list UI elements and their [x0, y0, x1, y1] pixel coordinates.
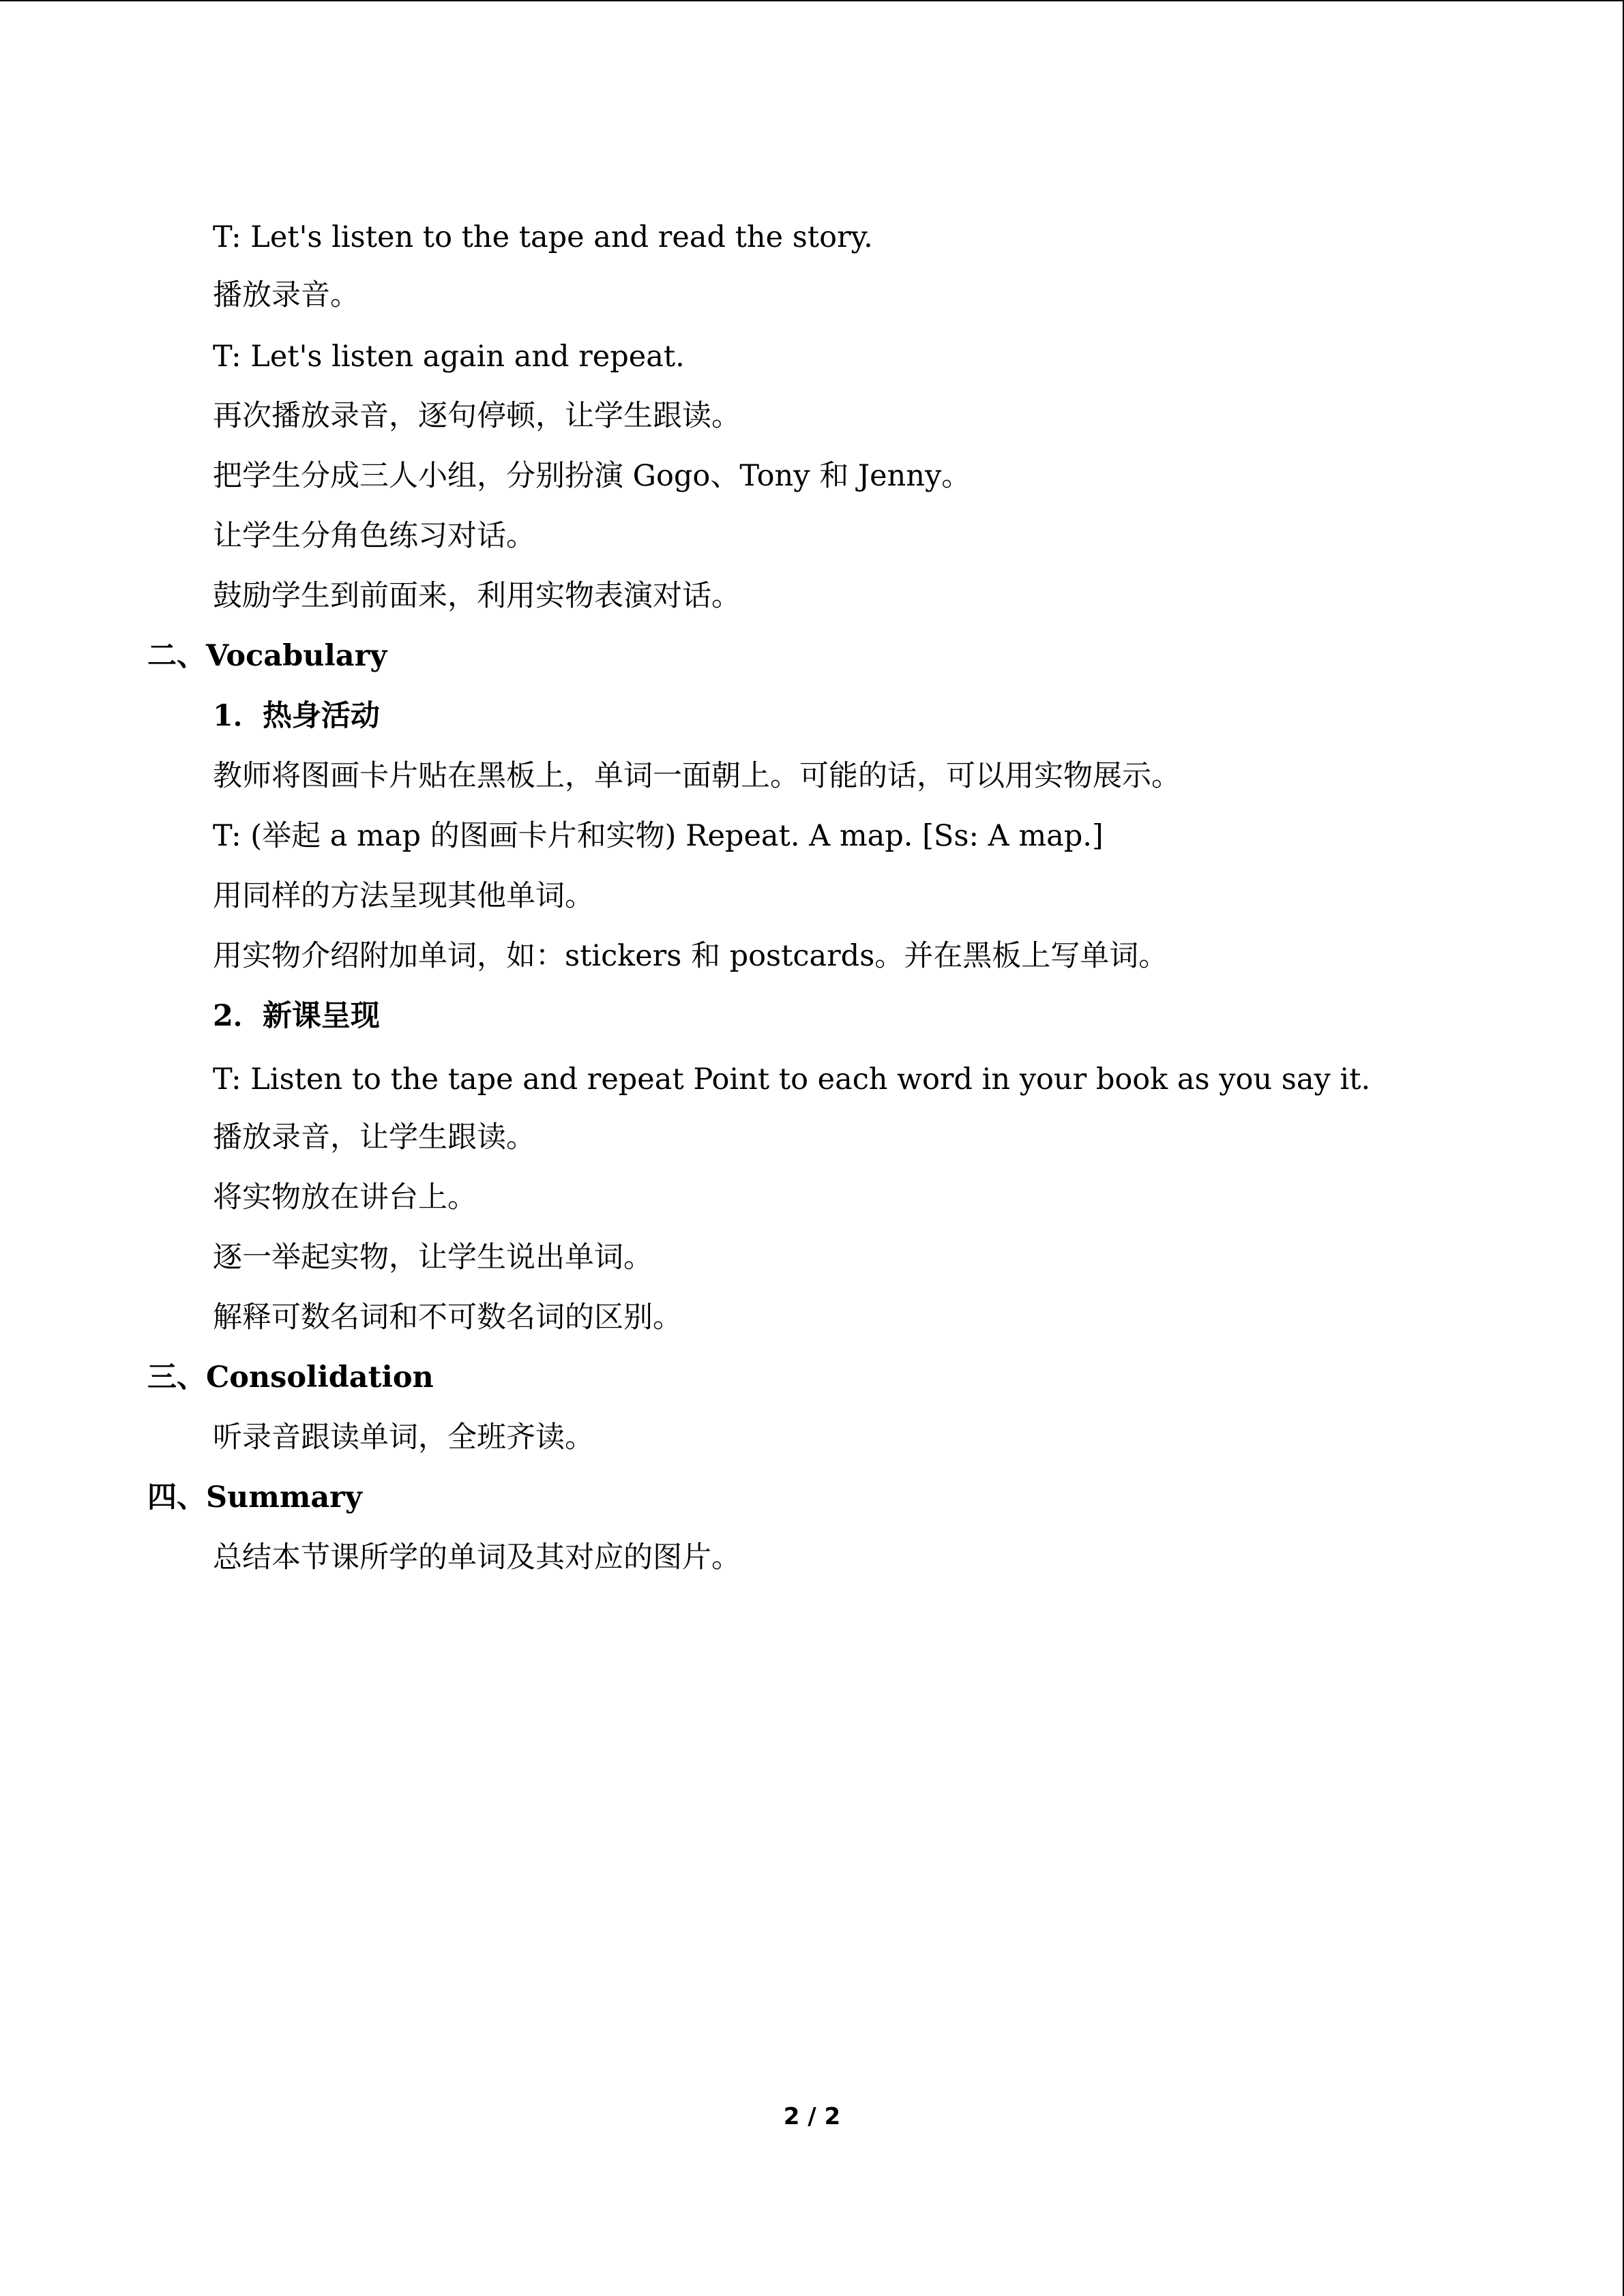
text-line: T: Let's listen to the tape and read the story. [213, 220, 873, 254]
page-top-border [0, 0, 1623, 1]
text-line: 鼓励学生到前面来，利用实物表演对话。 [213, 579, 741, 613]
text-line: 教师将图画卡片贴在黑板上，单词一面朝上。可能的话，可以用实物展示。 [213, 759, 1181, 793]
text-line: T: Listen to the tape and repeat Point to each word in your book as you say it. [213, 1062, 1371, 1097]
subheading-warmup: 1．热身活动 [213, 699, 380, 733]
page-number: 2 / 2 [783, 2103, 841, 2130]
text-line: 将实物放在讲台上。 [213, 1180, 477, 1214]
text-line: 解释可数名词和不可数名词的区别。 [213, 1300, 682, 1335]
text-line: 用同样的方法呈现其他单词。 [213, 879, 594, 913]
section-heading-vocabulary: 二、Vocabulary [147, 639, 387, 673]
text-line: T: Let's listen again and repeat. [213, 340, 685, 374]
section-heading-consolidation: 三、Consolidation [147, 1360, 434, 1395]
text-line: 用实物介绍附加单词，如：stickers 和 postcards。并在黑板上写单词。 [213, 939, 1168, 973]
text-line: 播放录音，让学生跟读。 [213, 1120, 535, 1154]
text-line: 让学生分角色练习对话。 [213, 519, 535, 553]
text-line: T: (举起 a map 的图画卡片和实物) Repeat. A map. [Ss: A map.] [213, 819, 1104, 853]
section-heading-summary: 四、Summary [147, 1480, 362, 1515]
text-line: 播放录音。 [213, 278, 359, 312]
text-line: 逐一举起实物，让学生说出单词。 [213, 1240, 653, 1274]
text-line: 把学生分成三人小组，分别扮演 Gogo、Tony 和 Jenny。 [213, 459, 971, 493]
text-line: 总结本节课所学的单词及其对应的图片。 [213, 1540, 741, 1575]
text-line: 再次播放录音，逐句停顿，让学生跟读。 [213, 399, 741, 433]
text-line: 听录音跟读单词，全班齐读。 [213, 1420, 594, 1455]
subheading-presentation: 2．新课呈现 [213, 999, 380, 1033]
